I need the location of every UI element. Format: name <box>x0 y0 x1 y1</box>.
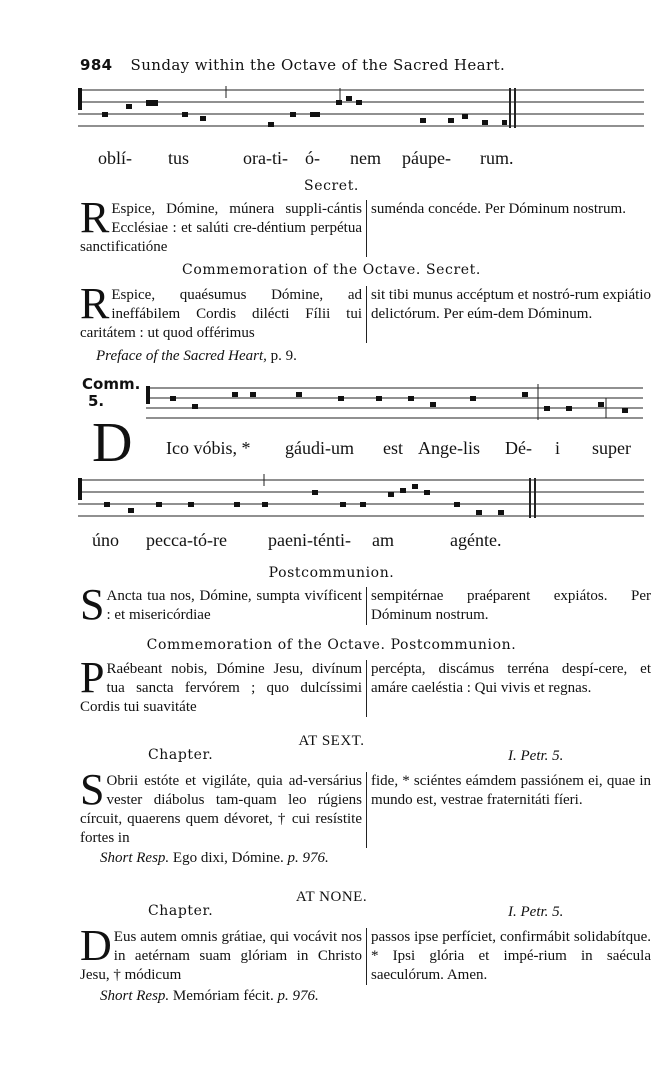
chant-staff-1 <box>78 84 644 136</box>
syllable: Dé- <box>505 438 532 458</box>
none-heading: AT NONE. <box>295 889 368 905</box>
chant-staff-3 <box>78 474 644 526</box>
short-resp-text: Memóriam fécit. <box>172 988 274 1004</box>
syllable: páupe- <box>402 148 451 168</box>
drop-cap: P <box>80 653 105 702</box>
syllable: tus <box>168 148 190 168</box>
short-resp-text: Ego dixi, Dómine. <box>172 850 284 866</box>
syllable: rum. <box>480 148 514 168</box>
comm-post-text-left: Raébeant nobis, Dómine Jesu, divínum tua sancta fervórem ; quo dulcíssimi Cordis tui suavitáte <box>80 661 362 715</box>
sext-right-column: fide, * sciéntes eámdem passiónem ei, quae in mundo est, vestrae fraternitáti fíeri. <box>371 773 651 808</box>
short-resp-page: p. 976. <box>287 850 329 866</box>
syllable: agénte. <box>450 530 502 550</box>
syllable: Ange-lis <box>418 438 480 458</box>
syllable: ora-ti- <box>243 148 288 168</box>
none-chapter-label: Chapter. <box>148 903 214 919</box>
postcommunion-right-column: sempitérnae praéparent expiátos. Per Dóminum nostrum. <box>371 588 651 623</box>
communion-label <box>82 376 140 410</box>
syllable: nem <box>350 148 381 168</box>
drop-cap: D <box>80 921 112 970</box>
syllable: am <box>372 530 394 550</box>
none-right-column: passos ipse perfíciet, confirmábit solidabítque. * Ipsi glória et impé-rium in saécula saeculórum. Amen. <box>371 929 651 983</box>
drop-cap: R <box>80 279 110 328</box>
sext-heading: AT SEXT. <box>298 733 365 749</box>
drop-cap: S <box>80 580 105 629</box>
drop-cap: R <box>80 193 110 242</box>
comm-label: Comm. <box>82 375 141 393</box>
drop-cap: S <box>80 765 105 814</box>
preface-page: p. 9. <box>270 348 297 364</box>
secret-right-column: suménda concéde. Per Dóminum nostrum. <box>371 201 626 217</box>
syllable: super <box>592 438 631 458</box>
sext-left-column <box>80 765 367 848</box>
short-resp-label: Short Resp. <box>100 988 170 1004</box>
sext-short-responsory <box>100 850 329 867</box>
comm-post-left-column <box>80 653 367 717</box>
short-resp-label: Short Resp. <box>100 850 170 866</box>
syllable: pecca-tó-re <box>146 530 227 550</box>
running-title: Sunday within the Octave of the Sacred Heart. <box>130 56 506 74</box>
syllable: gáudi-um <box>285 438 354 458</box>
short-resp-page: p. 976. <box>277 988 319 1004</box>
syllable: est <box>383 438 403 458</box>
sext-text-left: Obrii estóte et vigiláte, quia ad-versárius vester diábolus tam-quam leo rúgiens círcuit, quaerens quem dévoret, † cui resístite fortes in <box>80 773 362 846</box>
comm-secret-heading: Commemoration of the Octave. Secret. <box>182 262 481 278</box>
preface-text: Preface of the Sacred Heart, <box>96 348 267 364</box>
syllable: úno <box>92 530 119 550</box>
comm-post-right-column: percépta, discámus terréna despí-cere, et amáre caeléstia : Qui vivis et regnas. <box>371 661 651 696</box>
syllable: Ico vóbis, * <box>166 438 251 458</box>
mode-label: 5. <box>88 392 105 410</box>
secret-text-left: Espice, Dómine, múnera suppli-cántis Ecclésiae : et salúti cre-déntium perpétua sanctificatióne <box>80 201 362 255</box>
sext-chapter-label: Chapter. <box>148 747 214 763</box>
syllable: ó- <box>305 148 320 168</box>
comm-post-heading: Commemoration of the Octave. Postcommunion. <box>146 637 517 653</box>
none-left-column <box>80 921 367 985</box>
none-short-responsory <box>100 988 319 1005</box>
syllable: paeni-ténti- <box>268 530 351 550</box>
preface-reference <box>96 348 297 365</box>
postcommunion-left-column <box>80 580 367 629</box>
syllable: i <box>555 438 561 458</box>
chant-staff-2 <box>146 384 643 424</box>
postcommunion-heading: Postcommunion. <box>268 565 395 581</box>
postcommunion-text-left: Ancta tua nos, Dómine, sumpta vivíficent : et misericórdiae <box>106 588 362 623</box>
comm-secret-text-left: Espice, quaésumus Dómine, ad ineffábilem Cordis dilécti Fílii tui caritátem : ut quod offérimus <box>80 287 362 341</box>
syllable: oblí- <box>98 148 132 168</box>
none-reference: I. Petr. 5. <box>508 904 564 920</box>
comm-secret-left-column <box>80 279 367 343</box>
secret-heading: Secret. <box>304 178 359 194</box>
secret-left-column <box>80 193 367 257</box>
none-text-left: Eus autem omnis grátiae, qui vocávit nos in aetérnam suam glóriam in Christo Jesu, † módicum <box>80 929 362 983</box>
communion-drop-cap: D <box>92 412 133 474</box>
comm-secret-right-column: sit tibi munus accéptum et nostró-rum expiátio delictórum. Per eúm-dem Dóminum. <box>371 287 651 322</box>
page-number: 984 <box>80 56 113 74</box>
page-header <box>80 56 505 74</box>
sext-reference: I. Petr. 5. <box>508 748 564 764</box>
